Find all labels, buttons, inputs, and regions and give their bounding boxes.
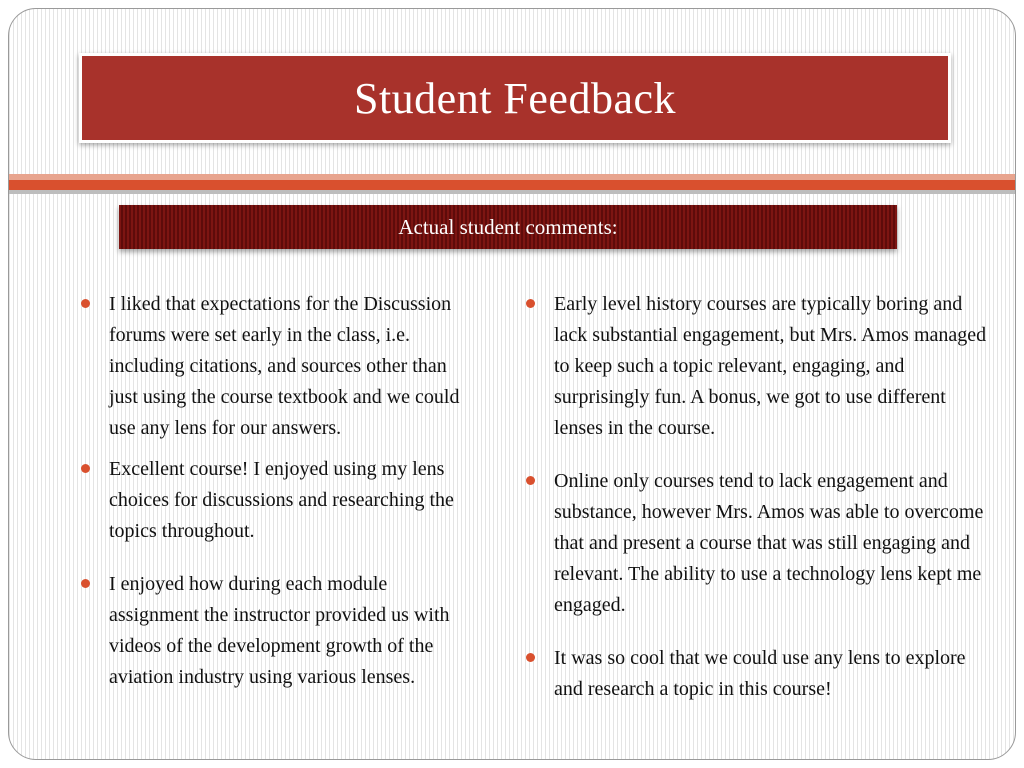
slide-subtitle: Actual student comments: xyxy=(398,214,618,239)
bullet-icon xyxy=(81,464,90,473)
divider-stripe-accent xyxy=(9,180,1015,190)
list-item xyxy=(554,466,994,621)
comment-text: I liked that expectations for the Discussion forums were set early in the class, i.e. including citations, and sources other than just using the course textbook and we could use any lens for our answers. xyxy=(109,293,460,439)
slide xyxy=(8,8,1016,760)
comment-text: Early level history courses are typically boring and lack substantial engagement, but Mrs. Amos managed to keep such a topic relevant, engaging, and surprisingly fun. A bonus, we got to use different lenses in the course. xyxy=(554,293,987,439)
list-item xyxy=(109,454,479,547)
comment-text: Excellent course! I enjoyed using my lens choices for discussions and researching the topics throughout. xyxy=(109,458,454,542)
list-item xyxy=(109,569,479,693)
bullet-icon xyxy=(526,653,535,662)
bullet-icon xyxy=(81,579,90,588)
bullet-icon xyxy=(81,299,90,308)
divider-stripe-gray xyxy=(9,190,1015,194)
comment-text: It was so cool that we could use any lens to explore and research a topic in this course! xyxy=(554,647,966,700)
title-banner xyxy=(79,53,951,143)
comment-text: Online only courses tend to lack engagement and substance, however Mrs. Amos was able to overcome that and present a course that was still engaging and relevant. The ability to use a technology lens kept me engaged. xyxy=(554,470,984,616)
comment-text: I enjoyed how during each module assignment the instructor provided us with videos of the development growth of the aviation industry using various lenses. xyxy=(109,573,450,688)
list-item xyxy=(109,289,479,444)
left-comment-list xyxy=(109,289,479,693)
right-comment-list xyxy=(554,289,994,705)
slide-title: Student Feedback xyxy=(353,73,677,123)
bullet-icon xyxy=(526,476,535,485)
list-item xyxy=(554,289,994,444)
subtitle-banner xyxy=(119,205,897,249)
list-item xyxy=(554,643,994,705)
bullet-icon xyxy=(526,299,535,308)
